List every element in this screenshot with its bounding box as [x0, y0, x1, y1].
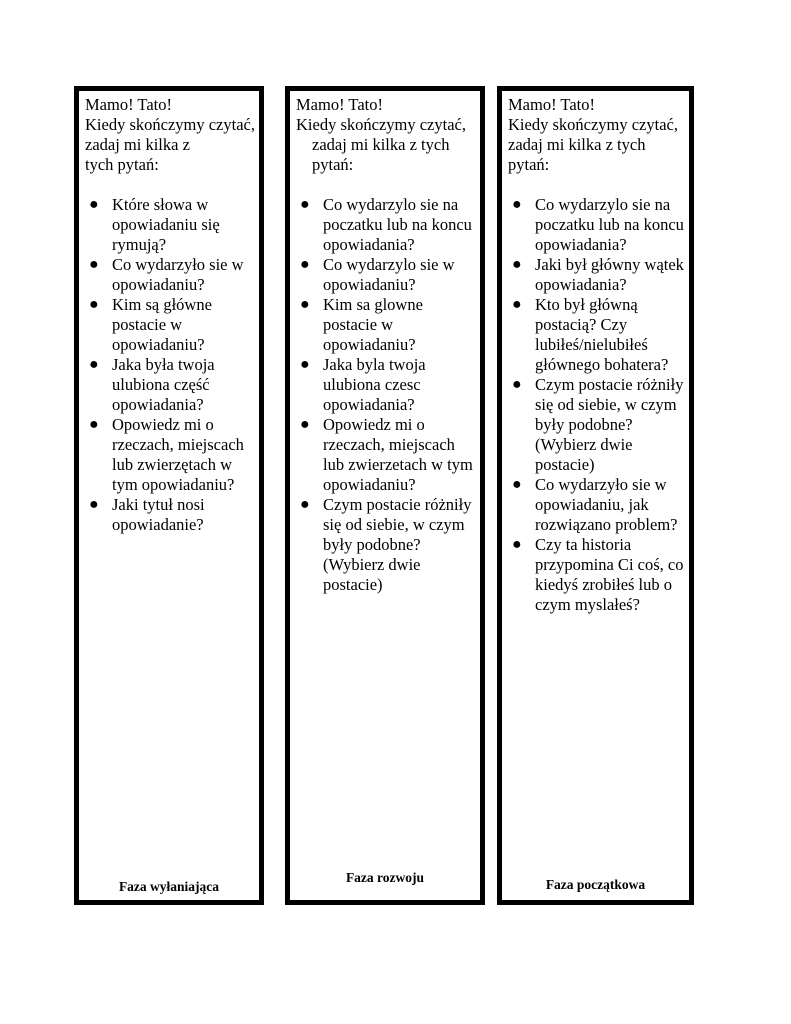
bullet-icon: ●: [300, 356, 310, 373]
intro-line: pytań:: [312, 155, 354, 174]
question-text: Co wydarzyło sie w opowiadaniu, jak rozwiązano problem?: [535, 475, 678, 534]
question-list: [85, 195, 255, 535]
greeting: Mamo! Tato!: [508, 95, 595, 114]
bullet-icon: ●: [512, 196, 522, 213]
bullet-icon: ●: [512, 376, 522, 393]
question-item: [296, 415, 476, 495]
question-item: [508, 375, 685, 475]
greeting: Mamo! Tato!: [85, 95, 172, 114]
question-text: Które słowa w opowiadaniu się rymują?: [112, 195, 220, 254]
question-text: Co wydarzylo sie w opowiadaniu?: [323, 255, 455, 294]
question-text: Jaka byla twoja ulubiona czesc opowiadania?: [323, 355, 426, 414]
question-item: [85, 355, 255, 415]
question-text: Kim są główne postacie w opowiadaniu?: [112, 295, 212, 354]
intro-line: tych pytań:: [85, 155, 159, 174]
bullet-icon: ●: [512, 256, 522, 273]
question-text: Co wydarzyło sie w opowiadaniu?: [112, 255, 244, 294]
greeting: Mamo! Tato!: [296, 95, 383, 114]
question-text: Czym postacie różniły się od siebie, w czym były podobne? (Wybierz dwie postacie): [535, 375, 684, 474]
question-text: Kto był główną postacią? Czy lubiłeś/nielubiłeś głównego bohatera?: [535, 295, 669, 374]
bullet-icon: ●: [512, 536, 522, 553]
question-item: [296, 195, 476, 255]
question-item: [85, 295, 255, 355]
question-text: Jaki był główny wątek opowiadania?: [535, 255, 684, 294]
question-item: [508, 295, 685, 375]
bullet-icon: ●: [300, 196, 310, 213]
question-text: Opowiedz mi o rzeczach, miejscach lub zwierzetach w tym opowiadaniu?: [323, 415, 473, 494]
bookmark-beginning: [497, 86, 694, 905]
bullet-icon: ●: [89, 356, 99, 373]
bookmark-content: [508, 95, 685, 615]
bullet-icon: ●: [300, 256, 310, 273]
question-list: [296, 195, 476, 595]
phase-label: Faza wyłaniająca: [118, 879, 220, 894]
bullet-icon: ●: [89, 196, 99, 213]
question-item: [508, 475, 685, 535]
intro-line: pytań:: [508, 155, 550, 174]
bullet-icon: ●: [89, 256, 99, 273]
question-item: [296, 295, 476, 355]
intro-line: Kiedy skończymy czytać,: [296, 115, 466, 134]
bullet-icon: ●: [512, 296, 522, 313]
bookmark-content: [85, 95, 255, 535]
question-text: Co wydarzylo sie na poczatku lub na koncu opowiadania?: [323, 195, 472, 254]
question-text: Czy ta historia przypomina Ci coś, co kiedyś zrobiłeś lub o czym myslałeś?: [535, 535, 684, 614]
bullet-icon: ●: [512, 476, 522, 493]
question-text: Jaka była twoja ulubiona część opowiadania?: [112, 355, 215, 414]
phase-label: Faza rozwoju: [345, 870, 425, 885]
question-list: [508, 195, 685, 615]
question-text: Kim sa glowne postacie w opowiadaniu?: [323, 295, 423, 354]
question-item: [85, 415, 255, 495]
question-item: [296, 495, 476, 595]
intro-line: Kiedy skończymy czytać,: [85, 115, 255, 134]
question-text: Jaki tytuł nosi opowiadanie?: [112, 495, 205, 534]
bookmark-content: [296, 95, 476, 595]
question-text: Co wydarzylo sie na poczatku lub na koncu opowiadania?: [535, 195, 684, 254]
phase-label: Faza początkowa: [545, 877, 646, 892]
bullet-icon: ●: [300, 496, 310, 513]
bullet-icon: ●: [300, 296, 310, 313]
question-item: [296, 255, 476, 295]
bullet-icon: ●: [300, 416, 310, 433]
question-item: [508, 535, 685, 615]
bullet-icon: ●: [89, 416, 99, 433]
intro-line: zadaj mi kilka z tych: [508, 135, 646, 154]
question-text: Opowiedz mi o rzeczach, miejscach lub zwierzętach w tym opowiadaniu?: [112, 415, 244, 494]
question-item: [508, 195, 685, 255]
question-item: [85, 195, 255, 255]
intro-line: zadaj mi kilka z tych: [312, 135, 450, 154]
intro-line: Kiedy skończymy czytać,: [508, 115, 678, 134]
question-item: [296, 355, 476, 415]
intro-line: zadaj mi kilka z: [85, 135, 190, 154]
bookmark-emergent: [74, 86, 264, 905]
question-text: Czym postacie różniły się od siebie, w czym były podobne? (Wybierz dwie postacie): [323, 495, 472, 594]
question-item: [85, 255, 255, 295]
question-item: [85, 495, 255, 535]
bookmark-developing: [285, 86, 485, 905]
question-item: [508, 255, 685, 295]
bullet-icon: ●: [89, 496, 99, 513]
bullet-icon: ●: [89, 296, 99, 313]
